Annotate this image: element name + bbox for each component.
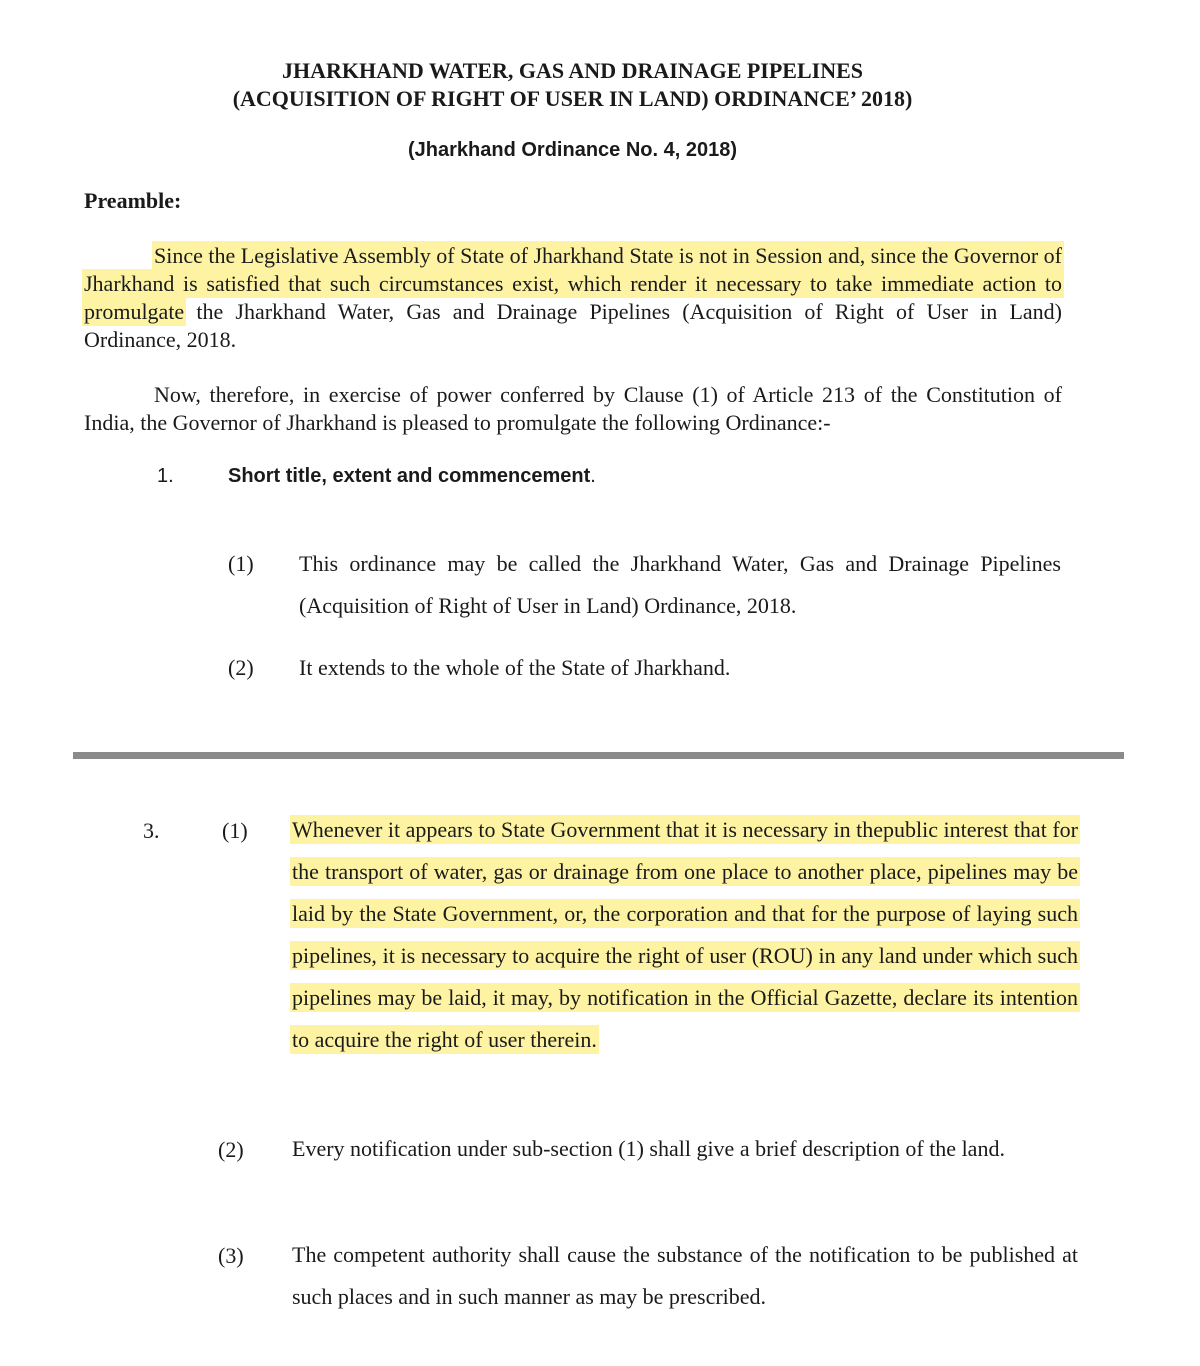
document-title-line-1: JHARKHAND WATER, GAS AND DRAINAGE PIPELINES	[281, 58, 864, 83]
section-1-subsection-2-text: It extends to the whole of the State of Jharkhand.	[299, 655, 731, 680]
preamble-rest-text: the Jharkhand Water, Gas and Drainage Pipelines (Acquisition of Right of User in Land) Ordinance, 2018.	[84, 299, 1062, 352]
section-3-subsection-3-number: (3)	[218, 1243, 244, 1268]
document-title-line-2: (ACQUISITION OF RIGHT OF USER IN LAND) ORDINANCE’ 2018)	[232, 86, 913, 111]
section-1-title-text: Short title, extent and commencement	[228, 465, 591, 487]
section-1-number: 1.	[157, 465, 174, 487]
section-1-subsection-2-number: (2)	[228, 655, 254, 680]
section-1-subsection-1-number: (1)	[228, 551, 254, 576]
enactment-paragraph: Now, therefore, in exercise of power conferred by Clause (1) of Article 213 of the Constitution of India, the Governor of Jharkhand is pleased to promulgate the following Ordinance:-	[84, 382, 1062, 435]
ordinance-number: (Jharkhand Ordinance No. 4, 2018)	[408, 139, 737, 161]
section-3-subsection-2-number: (2)	[218, 1137, 244, 1162]
page-divider	[73, 752, 1124, 759]
section-3-subsection-2-text: Every notification under sub-section (1) shall give a brief description of the land.	[292, 1136, 1005, 1161]
section-3-subsection-3-text: The competent authority shall cause the substance of the notification to be published at such places and in such manner as may be prescribed.	[292, 1242, 1078, 1309]
section-1-title	[228, 465, 596, 488]
section-3-subsection-1-highlighted-text: Whenever it appears to State Government that it is necessary in thepublic interest that for the transport of water, gas or drainage from one place to another place, pipelines may be laid by the State Government, or, the corporation and that for the purpose of laying such pipelines, it is necessary to acquire the right of user (ROU) in any land under which such pipelines may be laid, it may, by notification in the Official Gazette, declare its intention to acquire the right of user therein.	[292, 817, 1078, 1052]
section-1-subsection-1-text: This ordinance may be called the Jharkhand Water, Gas and Drainage Pipelines (Acquisition of Right of User in Land) Ordinance, 2018.	[299, 551, 1061, 618]
section-3-subsection-1-number: (1)	[222, 818, 248, 843]
section-3-subsection-1-text	[292, 809, 1078, 1061]
preamble-heading: Preamble:	[84, 188, 182, 213]
preamble-highlighted-text: Since the Legislative Assembly of State of Jharkhand State is not in Session and, since the Governor of Jharkhand is satisfied that such circumstances exist, which render it necessary to take immediate action to promulgate	[84, 243, 1062, 324]
section-3-number: 3.	[143, 818, 160, 843]
section-1-title-period: .	[590, 465, 596, 487]
preamble-paragraph	[84, 242, 1062, 354]
